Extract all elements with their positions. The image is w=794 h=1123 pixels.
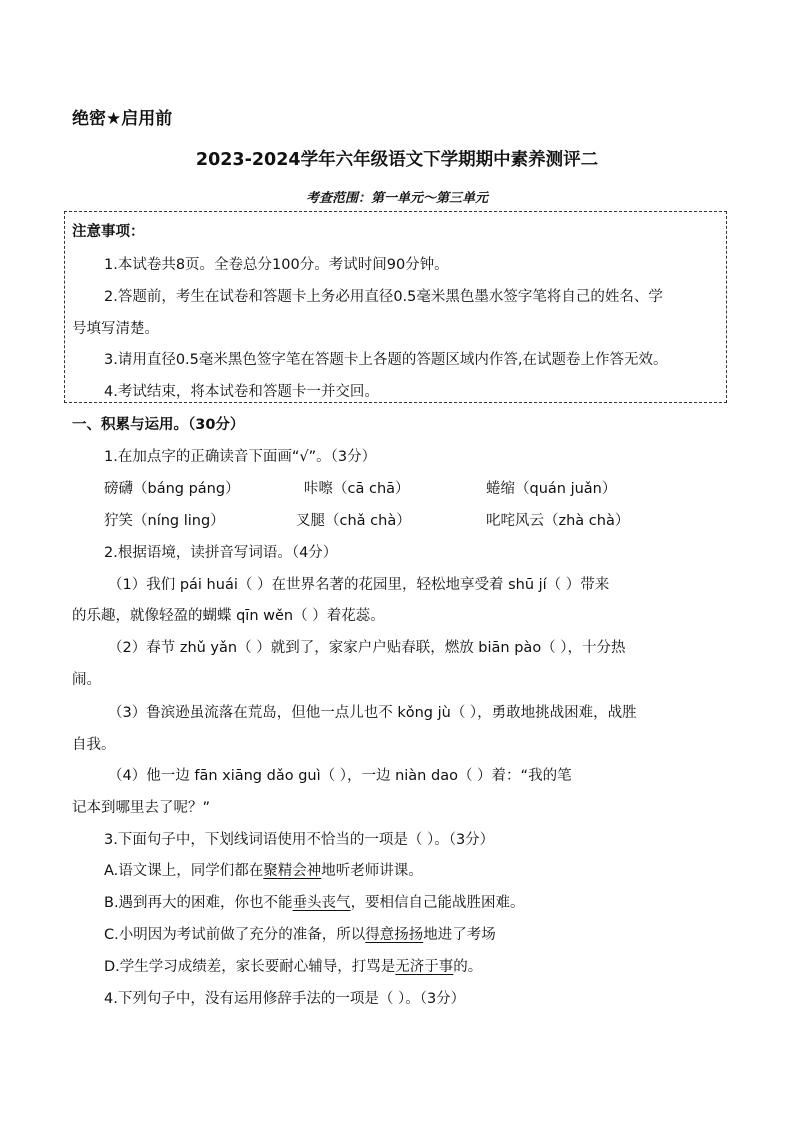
option-text: A.语文课上，同学们都在	[104, 863, 264, 879]
pinyin-word: 叉腿（chǎ chà）	[296, 513, 411, 529]
question-line: 记本到哪里去了呢？”	[72, 800, 211, 816]
question-line: 自我。	[72, 737, 116, 753]
question-stem: 4.下列句子中，没有运用修辞手法的一项是（ ）。（3分）	[104, 991, 466, 1007]
notice-item: 2.答题前，考生在试卷和答题卡上务必用直径0.5毫米黑色墨水签字笔将自己的姓名、学	[104, 289, 663, 305]
pinyin-word: 咔嚓（cā chā）	[304, 481, 410, 497]
underlined-phrase: 得意扬扬	[365, 927, 424, 943]
answer-option-a	[104, 859, 423, 880]
question-line: （4）他一边 fān xiāng dǎo guì（ ），一边 niàn dao（ ）着：“我的笔	[108, 768, 572, 784]
confidential-label: 绝密★启用前	[72, 109, 173, 129]
pinyin-word: 狞笑（níng ling）	[104, 513, 225, 529]
option-text: 的。	[453, 959, 483, 975]
underlined-phrase: 聚精会神	[263, 863, 322, 879]
page-title: 2023-2024学年六年级语文下学期期中素养测评二	[195, 150, 599, 170]
option-text: C.小明因为考试前做了充分的准备，所以	[104, 927, 366, 943]
pinyin-word: 叱咤风云（zhà chà）	[486, 513, 630, 529]
pinyin-word: 磅礴（báng páng）	[104, 481, 240, 497]
underlined-phrase: 无济于事	[395, 959, 454, 975]
answer-option-b	[104, 891, 525, 912]
question-line: 的乐趣，就像轻盈的蝴蝶 qīn wěn（ ）着花蕊。	[72, 608, 385, 624]
notice-item: 号填写清楚。	[72, 321, 159, 337]
question-line: （3）鲁滨逊虽流落在荒岛，但他一点儿也不 kǒng jù（ ），勇敢地挑战困难，战胜	[108, 705, 637, 721]
option-text: D.学生学习成绩差，家长要耐心辅导，打骂是	[104, 959, 396, 975]
answer-option-c	[104, 923, 496, 944]
option-text: ，要相信自己能战胜困难。	[350, 895, 525, 911]
question-line: （1）我们 pái huái（ ）在世界名著的花园里，轻松地享受着 shū jí（ ）带来	[108, 577, 610, 593]
question-stem: 2.根据语境，读拼音写词语。（4分）	[104, 545, 338, 561]
underlined-phrase: 垂头丧气	[292, 895, 351, 911]
notice-item: 1.本试卷共8页。全卷总分100分。考试时间90分钟。	[104, 257, 449, 273]
notice-title: 注意事项：	[72, 224, 145, 240]
notice-item: 3.请用直径0.5毫米黑色签字笔在答题卡上各题的答题区域内作答,在试题卷上作答无效。	[104, 352, 668, 368]
section-heading: 一、积累与运用。（30分）	[72, 417, 245, 433]
notice-box	[64, 211, 727, 403]
answer-option-d	[104, 955, 482, 976]
question-stem: 3.下面句子中，下划线词语使用不恰当的一项是（ ）。（3分）	[104, 832, 495, 848]
exam-scope: 考查范围：第一单元～第三单元	[305, 191, 488, 206]
option-text: B.遇到再大的困难，你也不能	[104, 895, 293, 911]
pinyin-word: 蜷缩（quán juǎn）	[486, 481, 617, 497]
question-stem: 1.在加点字的正确读音下面画“√”。（3分）	[104, 449, 377, 465]
option-text: 地听老师讲课。	[321, 863, 423, 879]
question-line: （2）春节 zhǔ yǎn（ ）就到了，家家户户贴春联，燃放 biān pào（ ），十分热	[108, 640, 626, 656]
option-text: 地进了考场	[423, 927, 496, 943]
question-line: 闹。	[72, 672, 101, 688]
notice-item: 4.考试结束，将本试卷和答题卡一并交回。	[104, 384, 379, 400]
